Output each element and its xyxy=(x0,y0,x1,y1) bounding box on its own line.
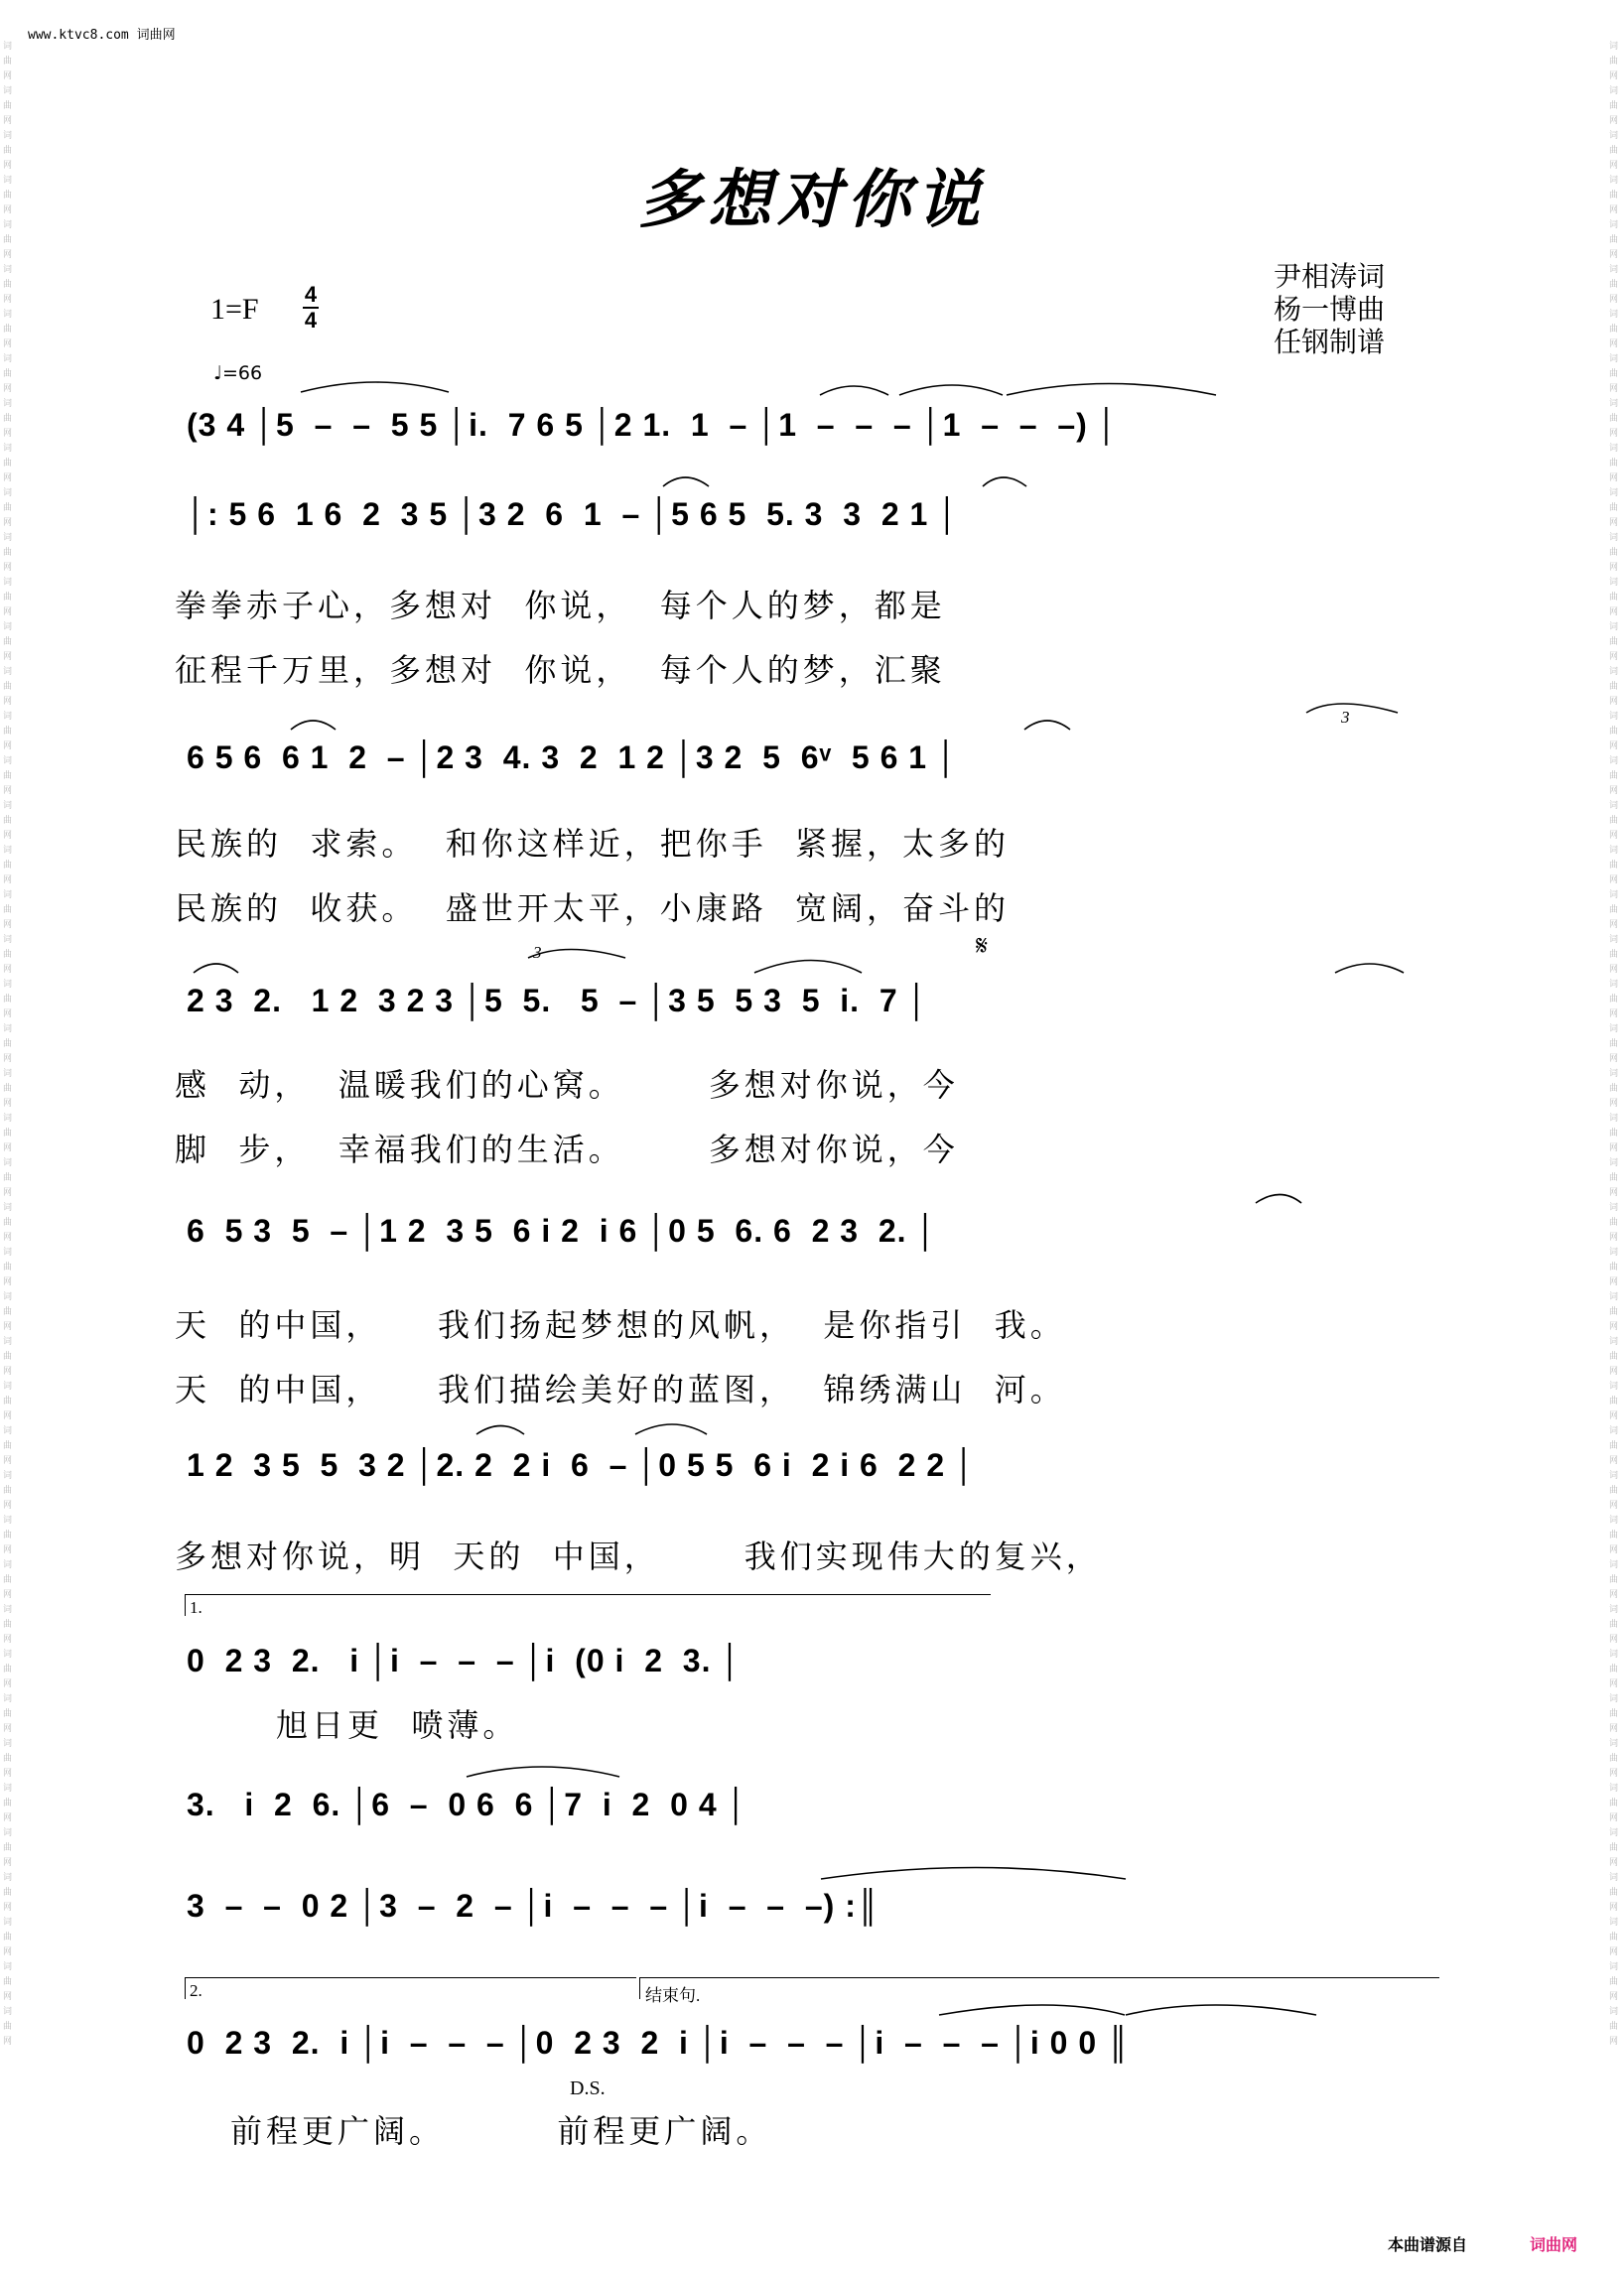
segno-sign: 𝄋 xyxy=(976,929,989,962)
lyric-line-3: 民族的 求索。 和你这样近，把你手 紧握，太多的 xyxy=(175,825,1011,863)
lyricist-credit: 尹相涛词 xyxy=(1274,260,1386,293)
footer-source-text: 本曲谱源自 xyxy=(1388,2235,1468,2254)
footer-site-link[interactable]: 词曲网 xyxy=(1530,2235,1578,2254)
time-signature-top: 4 xyxy=(304,282,318,307)
tempo-marking: ♩=66 xyxy=(213,362,263,384)
notation-line-7: 0 2 3 2. i │i – – – │i (0 i 2 3. │ xyxy=(187,1643,743,1678)
notation-line-10: 0 2 3 2. i │i – – – │0 2 3 2 i │i – – – │i – – – │i 0 0 ║ xyxy=(187,2025,1131,2061)
notation-line-1: (3 4 │5 – – 5 5 │i. 7 6 5 │2 1. 1 – │1 – – – │1 – – –) │ xyxy=(187,407,1119,443)
lyric-line-8: 天 的中国， 我们描绘美好的蓝图， 锦绣满山 河。 xyxy=(175,1371,1066,1408)
key-signature: 1=F xyxy=(210,293,259,326)
ending-label: 结束句. xyxy=(645,1986,701,2005)
lyric-line-2: 征程千万里，多想对 你说， 每个人的梦，汇聚 xyxy=(175,651,946,689)
notation-line-3: 6 5 6 6 1 2 – │2 3 4. 3 2 1 2 │3 2 5 6ᵛ 5 6 1 │ xyxy=(187,739,958,775)
watermark-left: 词曲网词曲网词曲网词曲网词曲网词曲网词曲网词曲网词曲网词曲网词曲网词曲网词曲网词曲网词曲网词曲网词曲网词曲网词曲网词曲网词曲网词曲网词曲网词曲网词曲网词曲网词曲网词曲网词曲网词曲网词曲网词曲网词曲网词曲网词曲网词曲网词曲网词曲网词曲网词曲网词曲网词曲网词曲网词曲网词曲网 xyxy=(3,42,13,2047)
lyric-line-11: 前程更广阔。 前程更广阔。 xyxy=(230,2112,772,2150)
lyric-line-10: 旭日更 喷薄。 xyxy=(276,1706,519,1744)
notation-line-4: 2 3 2. 1 2 3 2 3 │5 5. 5 – │3 5 5 3 5 i. 7 │ xyxy=(187,983,929,1018)
site-label: www.ktvc8.com 词曲网 xyxy=(28,28,176,43)
watermark-right: 词曲网词曲网词曲网词曲网词曲网词曲网词曲网词曲网词曲网词曲网词曲网词曲网词曲网词曲网词曲网词曲网词曲网词曲网词曲网词曲网词曲网词曲网词曲网词曲网词曲网词曲网词曲网词曲网词曲网词曲网词曲网词曲网词曲网词曲网词曲网词曲网词曲网词曲网词曲网词曲网词曲网词曲网词曲网词曲网词曲网 xyxy=(1609,42,1619,2047)
notation-line-2: │: 5 6 1 6 2 3 5 │3 2 6 1 – │5 6 5 5. 3 3 2 1 │ xyxy=(187,496,960,532)
triplet-mark-1: 3 xyxy=(1341,708,1350,727)
notation-line-5: 6 5 3 5 – │1 2 3 5 6 i 2 i 6 │0 5 6. 6 2 3 2. │ xyxy=(187,1213,938,1249)
song-title: 多想对你说 xyxy=(638,163,986,237)
triplet-mark-2: 3 xyxy=(533,943,542,962)
notation-line-8: 3. i 2 6. │6 – 0 6 6 │7 i 2 0 4 │ xyxy=(187,1787,748,1822)
notation-line-6: 1 2 3 5 5 3 2 │2. 2 2 i 6 – │0 5 5 6 i 2 i 6 2 2 │ xyxy=(187,1447,976,1483)
composer-credit: 杨一博曲 xyxy=(1274,293,1386,326)
lyric-line-6: 脚 步， 幸福我们的生活。 多想对你说，今 xyxy=(175,1131,959,1168)
arranger-credit: 任钢制谱 xyxy=(1274,326,1386,358)
time-signature-bottom: 4 xyxy=(304,308,318,333)
lyric-line-1: 拳拳赤子心，多想对 你说， 每个人的梦，都是 xyxy=(175,587,946,624)
lyric-line-5: 感 动， 温暖我们的心窝。 多想对你说，今 xyxy=(175,1066,959,1104)
lyric-line-4: 民族的 收获。 盛世开太平，小康路 宽阔，奋斗的 xyxy=(175,889,1011,927)
lyric-line-9: 多想对你说，明 天的 中国， 我们实现伟大的复兴， xyxy=(175,1538,1102,1575)
volta-1-label: 1. xyxy=(190,1598,203,1617)
volta-2-label: 2. xyxy=(190,1981,203,2000)
ds-marking: D.S. xyxy=(570,2077,606,2099)
lyric-line-7: 天 的中国， 我们扬起梦想的风帆， 是你指引 我。 xyxy=(175,1306,1066,1344)
notation-line-9: 3 – – 0 2 │3 – 2 – │i – – – │i – – –) :║ xyxy=(187,1888,880,1924)
